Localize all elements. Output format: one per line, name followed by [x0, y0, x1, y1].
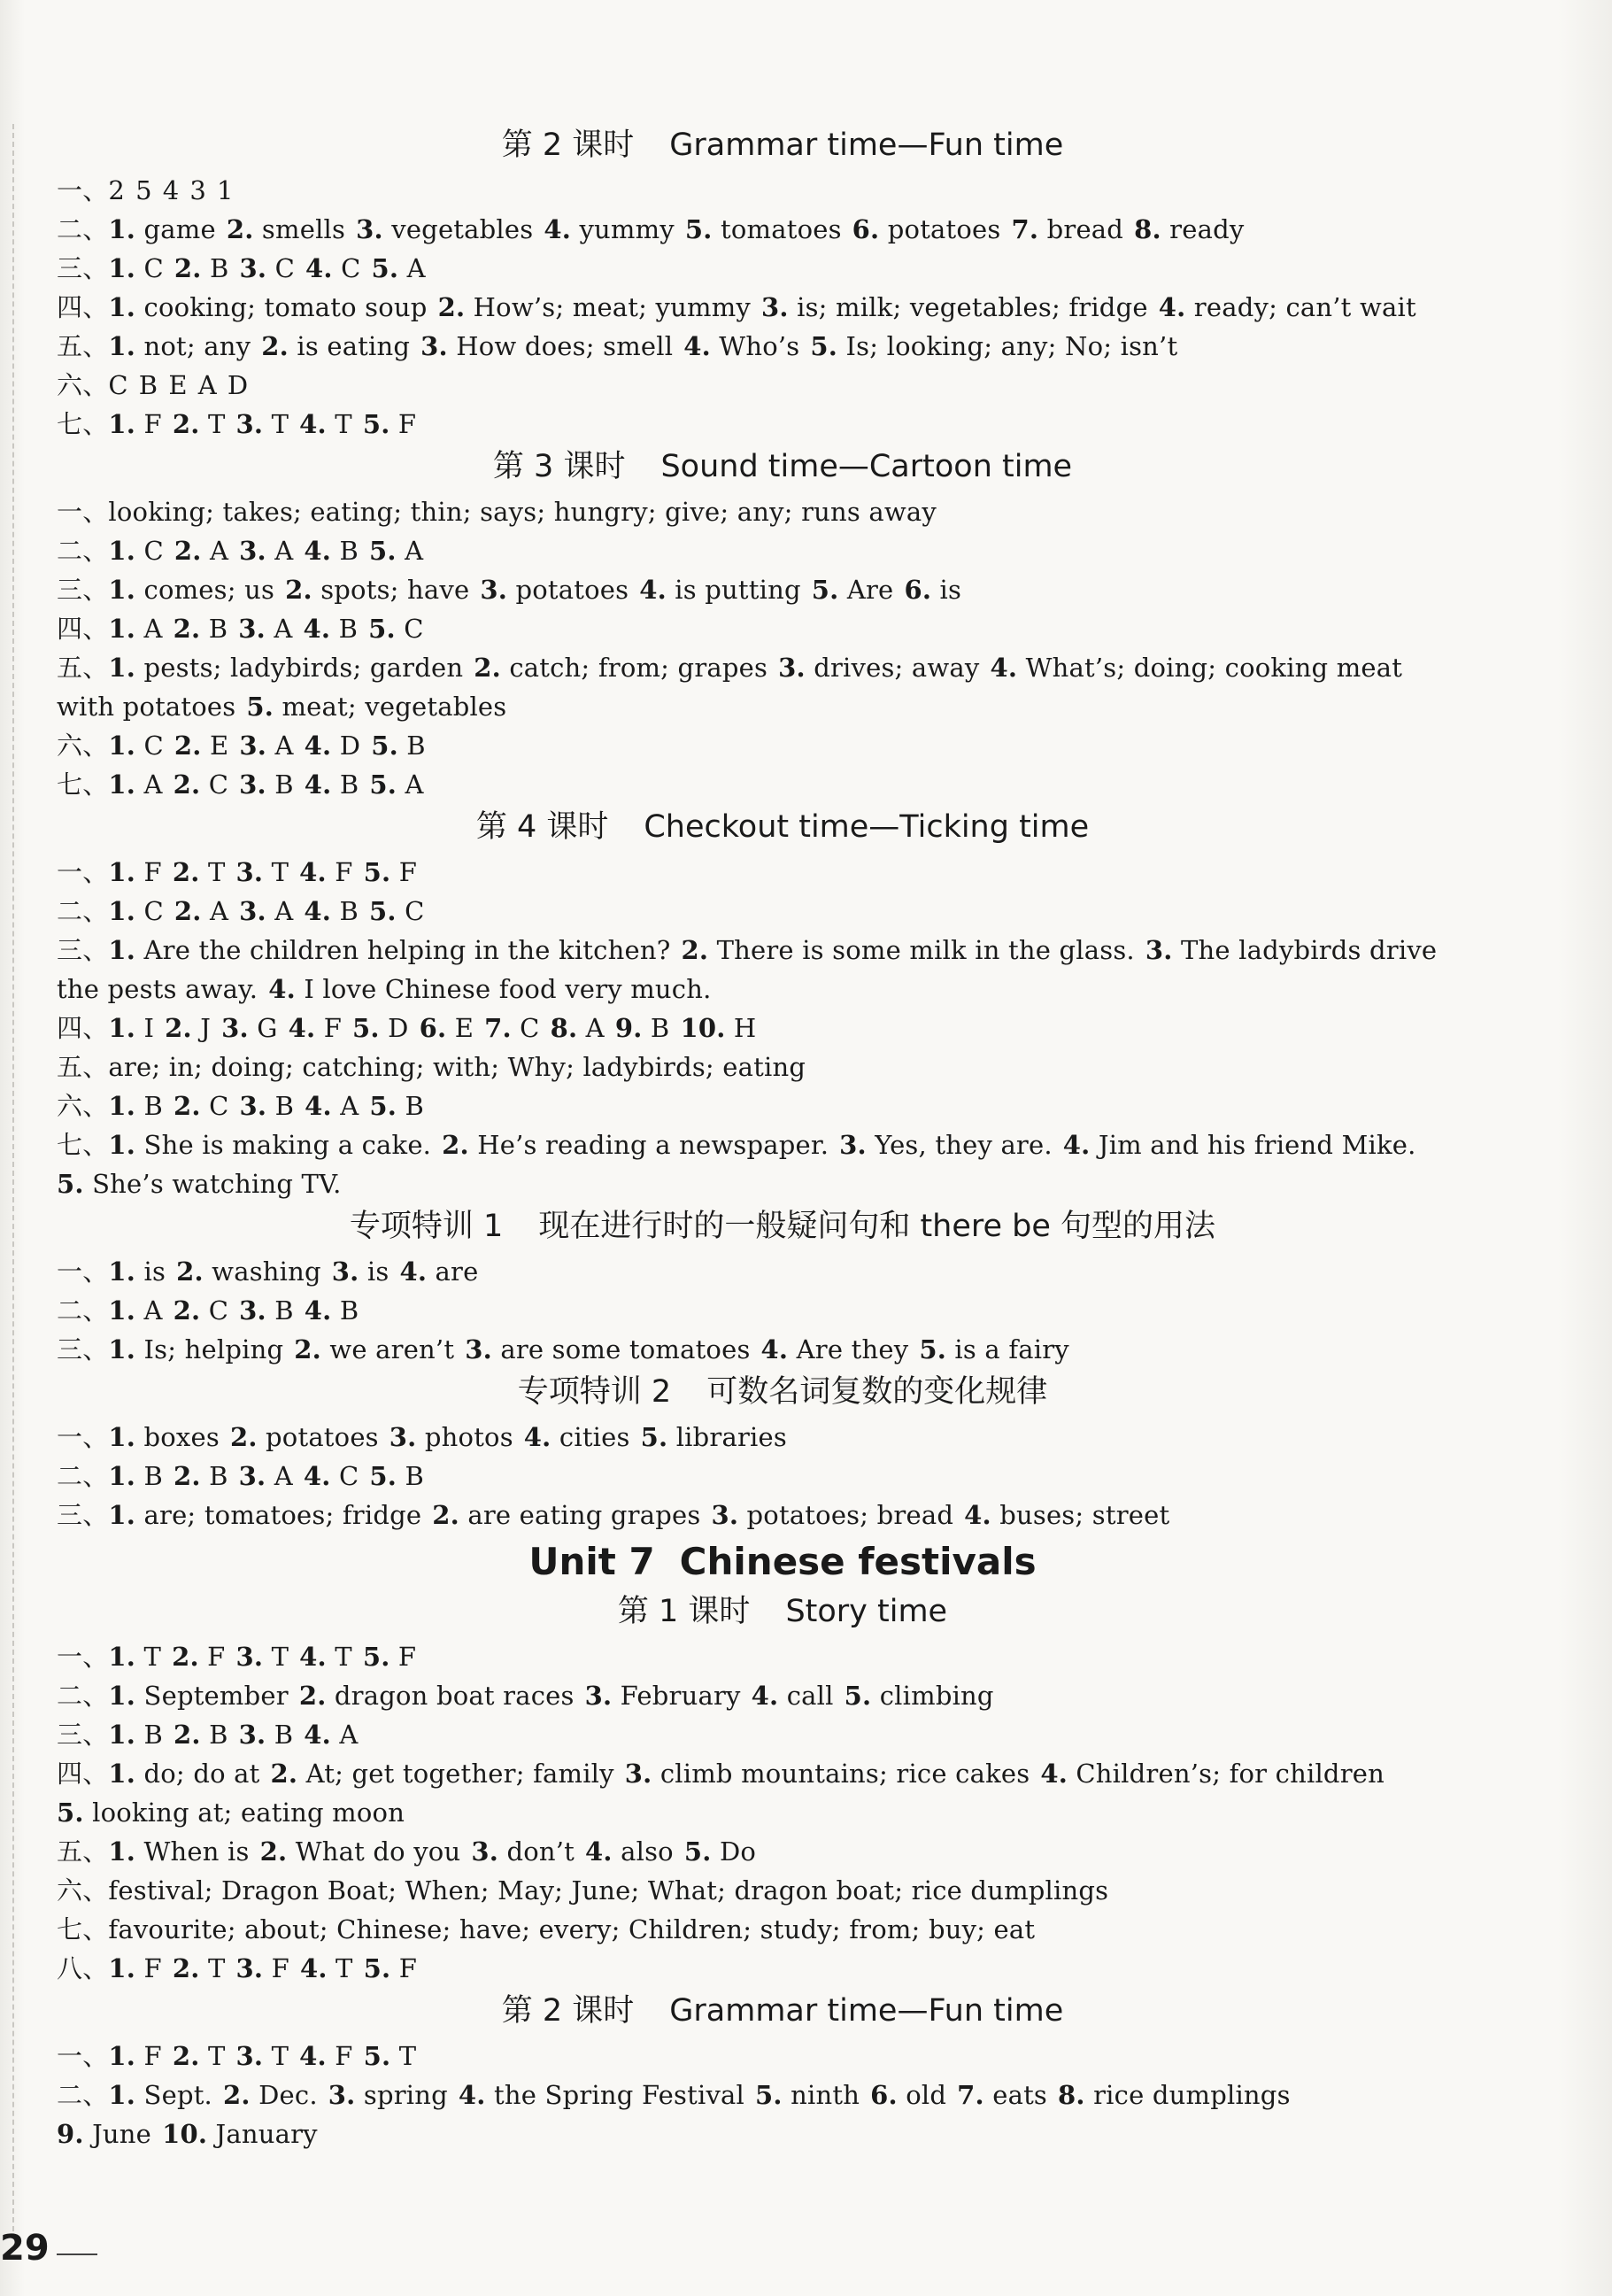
binding-dashed-rule [12, 124, 14, 2231]
unit-heading [57, 1536, 1508, 1588]
answer-line: 四、1. cooking; tomato soup 2. How’s; meat; yummy 3. is; milk; vegetables; fridge 4. ready; can’t wait [57, 292, 1416, 322]
heading-number: 专项特训 1 [349, 1209, 504, 1244]
answer-line: 三、1. C 2. B 3. C 4. C 5. A [57, 253, 426, 283]
answer-line: 三、1. B 2. B 3. B 4. A [57, 1720, 359, 1750]
answer-line: 二、1. game 2. smells 3. vegetables 4. yummy 5. tomatoes 6. potatoes 7. bread 8. ready [57, 214, 1245, 244]
heading-title: Chinese festivals [679, 1540, 1037, 1583]
heading-title: Story time [785, 1594, 948, 1629]
answer-line: 四、1. I 2. J 3. G 4. F 5. D 6. E 7. C 8. A 9. B 10. H [57, 1013, 757, 1043]
answer-line: 一、2 5 4 3 1 [57, 175, 234, 205]
heading-number: 第 2 课时 [501, 1993, 635, 2029]
answer-line: 四、1. do; do at 2. At; get together; family 3. climb mountains; rice cakes 4. Children’s; for children [57, 1759, 1384, 1789]
section-heading [57, 123, 1508, 167]
answer-line: 七、1. A 2. C 3. B 4. B 5. A [57, 769, 424, 800]
heading-number: 第 3 课时 [492, 449, 626, 484]
answer-line: 七、1. F 2. T 3. T 4. T 5. F [57, 409, 417, 439]
answer-line: 七、favourite; about; Chinese; have; every; Children; study; from; buy; eat [57, 1914, 1036, 1944]
heading-title: Sound time—Cartoon time [660, 449, 1073, 484]
heading-number: 第 1 课时 [617, 1594, 751, 1629]
heading-title: 现在进行时的一般疑问句和 there be 句型的用法 [538, 1209, 1216, 1244]
section-heading [57, 445, 1508, 489]
answer-line: with potatoes 5. meat; vegetables [57, 692, 507, 722]
answer-line: 5. looking at; eating moon [57, 1797, 405, 1828]
answer-line: 二、1. C 2. A 3. A 4. B 5. C [57, 896, 425, 926]
answer-line: 七、1. She is making a cake. 2. He’s reading a newspaper. 3. Yes, they are. 4. Jim and his friend Mike. [57, 1130, 1416, 1160]
heading-number: 第 2 课时 [501, 128, 635, 163]
heading-title: Checkout time—Ticking time [644, 809, 1090, 845]
answer-line: 六、1. B 2. C 3. B 4. A 5. B [57, 1091, 425, 1121]
heading-number: 专项特训 2 [517, 1374, 672, 1410]
answer-line: the pests away. 4. I love Chinese food very much. [57, 974, 712, 1004]
answer-line: 一、1. boxes 2. potatoes 3. photos 4. cities 5. libraries [57, 1422, 787, 1452]
heading-number: Unit 7 [528, 1540, 655, 1583]
section-heading [57, 1204, 1508, 1248]
section-heading [57, 805, 1508, 849]
answer-line: 二、1. Sept. 2. Dec. 3. spring 4. the Spring Festival 5. ninth 6. old 7. eats 8. rice dumplings [57, 2080, 1291, 2110]
answer-line: 二、1. A 2. C 3. B 4. B [57, 1295, 359, 1326]
answer-line: 二、1. September 2. dragon boat races 3. February 4. call 5. climbing [57, 1681, 994, 1711]
answer-line: 三、1. Is; helping 2. we aren’t 3. are some tomatoes 4. Are they 5. is a fairy [57, 1334, 1069, 1364]
section-heading [57, 1989, 1508, 2033]
answer-line: 三、1. Are the children helping in the kitchen? 2. There is some milk in the glass. 3. The ladybirds drive [57, 935, 1438, 965]
answer-line: 9. June 10. January [57, 2119, 318, 2149]
answer-line: 三、1. are; tomatoes; fridge 2. are eating grapes 3. potatoes; bread 4. buses; street [57, 1500, 1170, 1530]
heading-title: Grammar time—Fun time [669, 128, 1064, 163]
answer-line: 五、1. not; any 2. is eating 3. How does; smell 4. Who’s 5. Is; looking; any; No; isn’t [57, 331, 1178, 361]
answer-line: 一、1. T 2. F 3. T 4. T 5. F [57, 1642, 417, 1672]
heading-title: Grammar time—Fun time [669, 1993, 1064, 2029]
answer-line: 六、1. C 2. E 3. A 4. D 5. B [57, 731, 426, 761]
answer-line: 一、1. is 2. washing 3. is 4. are [57, 1256, 479, 1287]
page-number: 29 [0, 2228, 50, 2269]
answer-line: 二、1. B 2. B 3. A 4. C 5. B [57, 1461, 425, 1491]
section-heading [57, 1370, 1508, 1414]
answer-line: 一、looking; takes; eating; thin; says; hungry; give; any; runs away [57, 497, 937, 527]
answer-line: 六、C B E A D [57, 370, 249, 400]
answer-content [57, 122, 1508, 2153]
answer-line: 五、1. pests; ladybirds; garden 2. catch; from; grapes 3. drives; away 4. What’s; doing; cooking meat [57, 653, 1403, 683]
answer-line: 五、are; in; doing; catching; with; Why; ladybirds; eating [57, 1052, 806, 1082]
answer-line: 四、1. A 2. B 3. A 4. B 5. C [57, 614, 424, 644]
answer-line: 三、1. comes; us 2. spots; have 3. potatoes 4. is putting 5. Are 6. is [57, 575, 962, 605]
answer-line: 六、festival; Dragon Boat; When; May; June; What; dragon boat; rice dumplings [57, 1875, 1109, 1906]
page-number-rule [57, 2253, 97, 2255]
answer-line: 一、1. F 2. T 3. T 4. F 5. T [57, 2041, 417, 2071]
answer-line: 五、1. When is 2. What do you 3. don’t 4. also 5. Do [57, 1836, 757, 1867]
answer-line: 5. She’s watching TV. [57, 1169, 342, 1199]
answer-line: 一、1. F 2. T 3. T 4. F 5. F [57, 857, 418, 887]
answer-line: 八、1. F 2. T 3. F 4. T 5. F [57, 1953, 418, 1983]
heading-number: 第 4 课时 [475, 809, 609, 845]
heading-title: 可数名词复数的变化规律 [706, 1374, 1048, 1410]
answer-line: 二、1. C 2. A 3. A 4. B 5. A [57, 536, 424, 566]
section-heading [57, 1589, 1508, 1634]
